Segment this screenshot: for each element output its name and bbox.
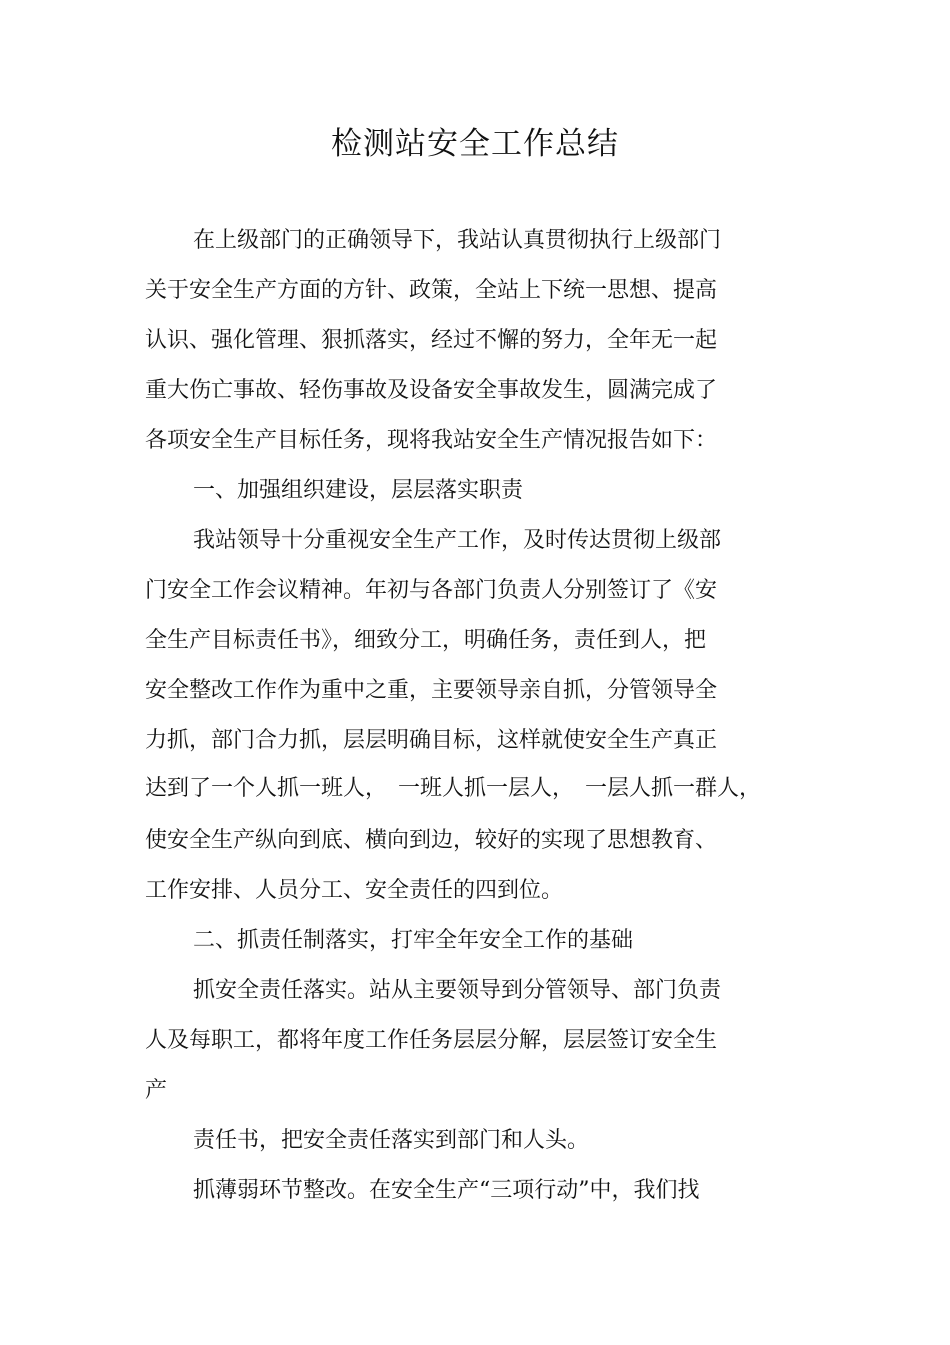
section-heading: 一、加强组织建设，层层落实职责 [193, 478, 524, 503]
body-line: 使安全生产纵向到底、横向到边，较好的实现了思想教育、 [145, 828, 718, 853]
body-line: 力抓，部门合力抓，层层明确目标，这样就使安全生产真正 [145, 728, 718, 753]
body-line: 重大伤亡事故、轻伤事故及设备安全事故发生，圆满完成了 [145, 378, 718, 403]
body-line: 责任书，把安全责任落实到部门和人头。 [193, 1128, 590, 1153]
body-line: 各项安全生产目标任务，现将我站安全生产情况报告如下： [145, 428, 718, 453]
body-line: 达到了一个人抓一班人， 一班人抓一层人， 一层人抓一群人， [145, 776, 762, 801]
body-line: 抓安全责任落实。站从主要领导到分管领导、部门负责 [193, 978, 722, 1003]
body-line: 全生产目标责任书》，细致分工，明确任务，责任到人，把 [145, 628, 707, 653]
body-line: 门安全工作会议精神。年初与各部门负责人分别签订了《安 [145, 578, 718, 603]
body-line: 在上级部门的正确领导下，我站认真贯彻执行上级部门 [193, 228, 722, 253]
body-line: 人及每职工，都将年度工作任务层层分解，层层签订安全生 [145, 1028, 718, 1053]
body-line: 抓薄弱环节整改。在安全生产“三项行动”中，我们找 [193, 1178, 700, 1203]
body-line: 安全整改工作作为重中之重，主要领导亲自抓，分管领导全 [145, 678, 718, 703]
document-title: 检测站安全工作总结 [331, 126, 619, 162]
section-heading: 二、抓责任制落实，打牢全年安全工作的基础 [193, 928, 634, 953]
body-line: 我站领导十分重视安全生产工作，及时传达贯彻上级部 [193, 528, 722, 553]
body-line: 关于安全生产方面的方针、政策，全站上下统一思想、提高 [145, 278, 718, 303]
body-line: 工作安排、人员分工、安全责任的四到位。 [145, 878, 564, 903]
body-line: 认识、强化管理、狠抓落实，经过不懈的努力，全年无一起 [145, 328, 718, 353]
body-line: 产 [145, 1078, 168, 1103]
